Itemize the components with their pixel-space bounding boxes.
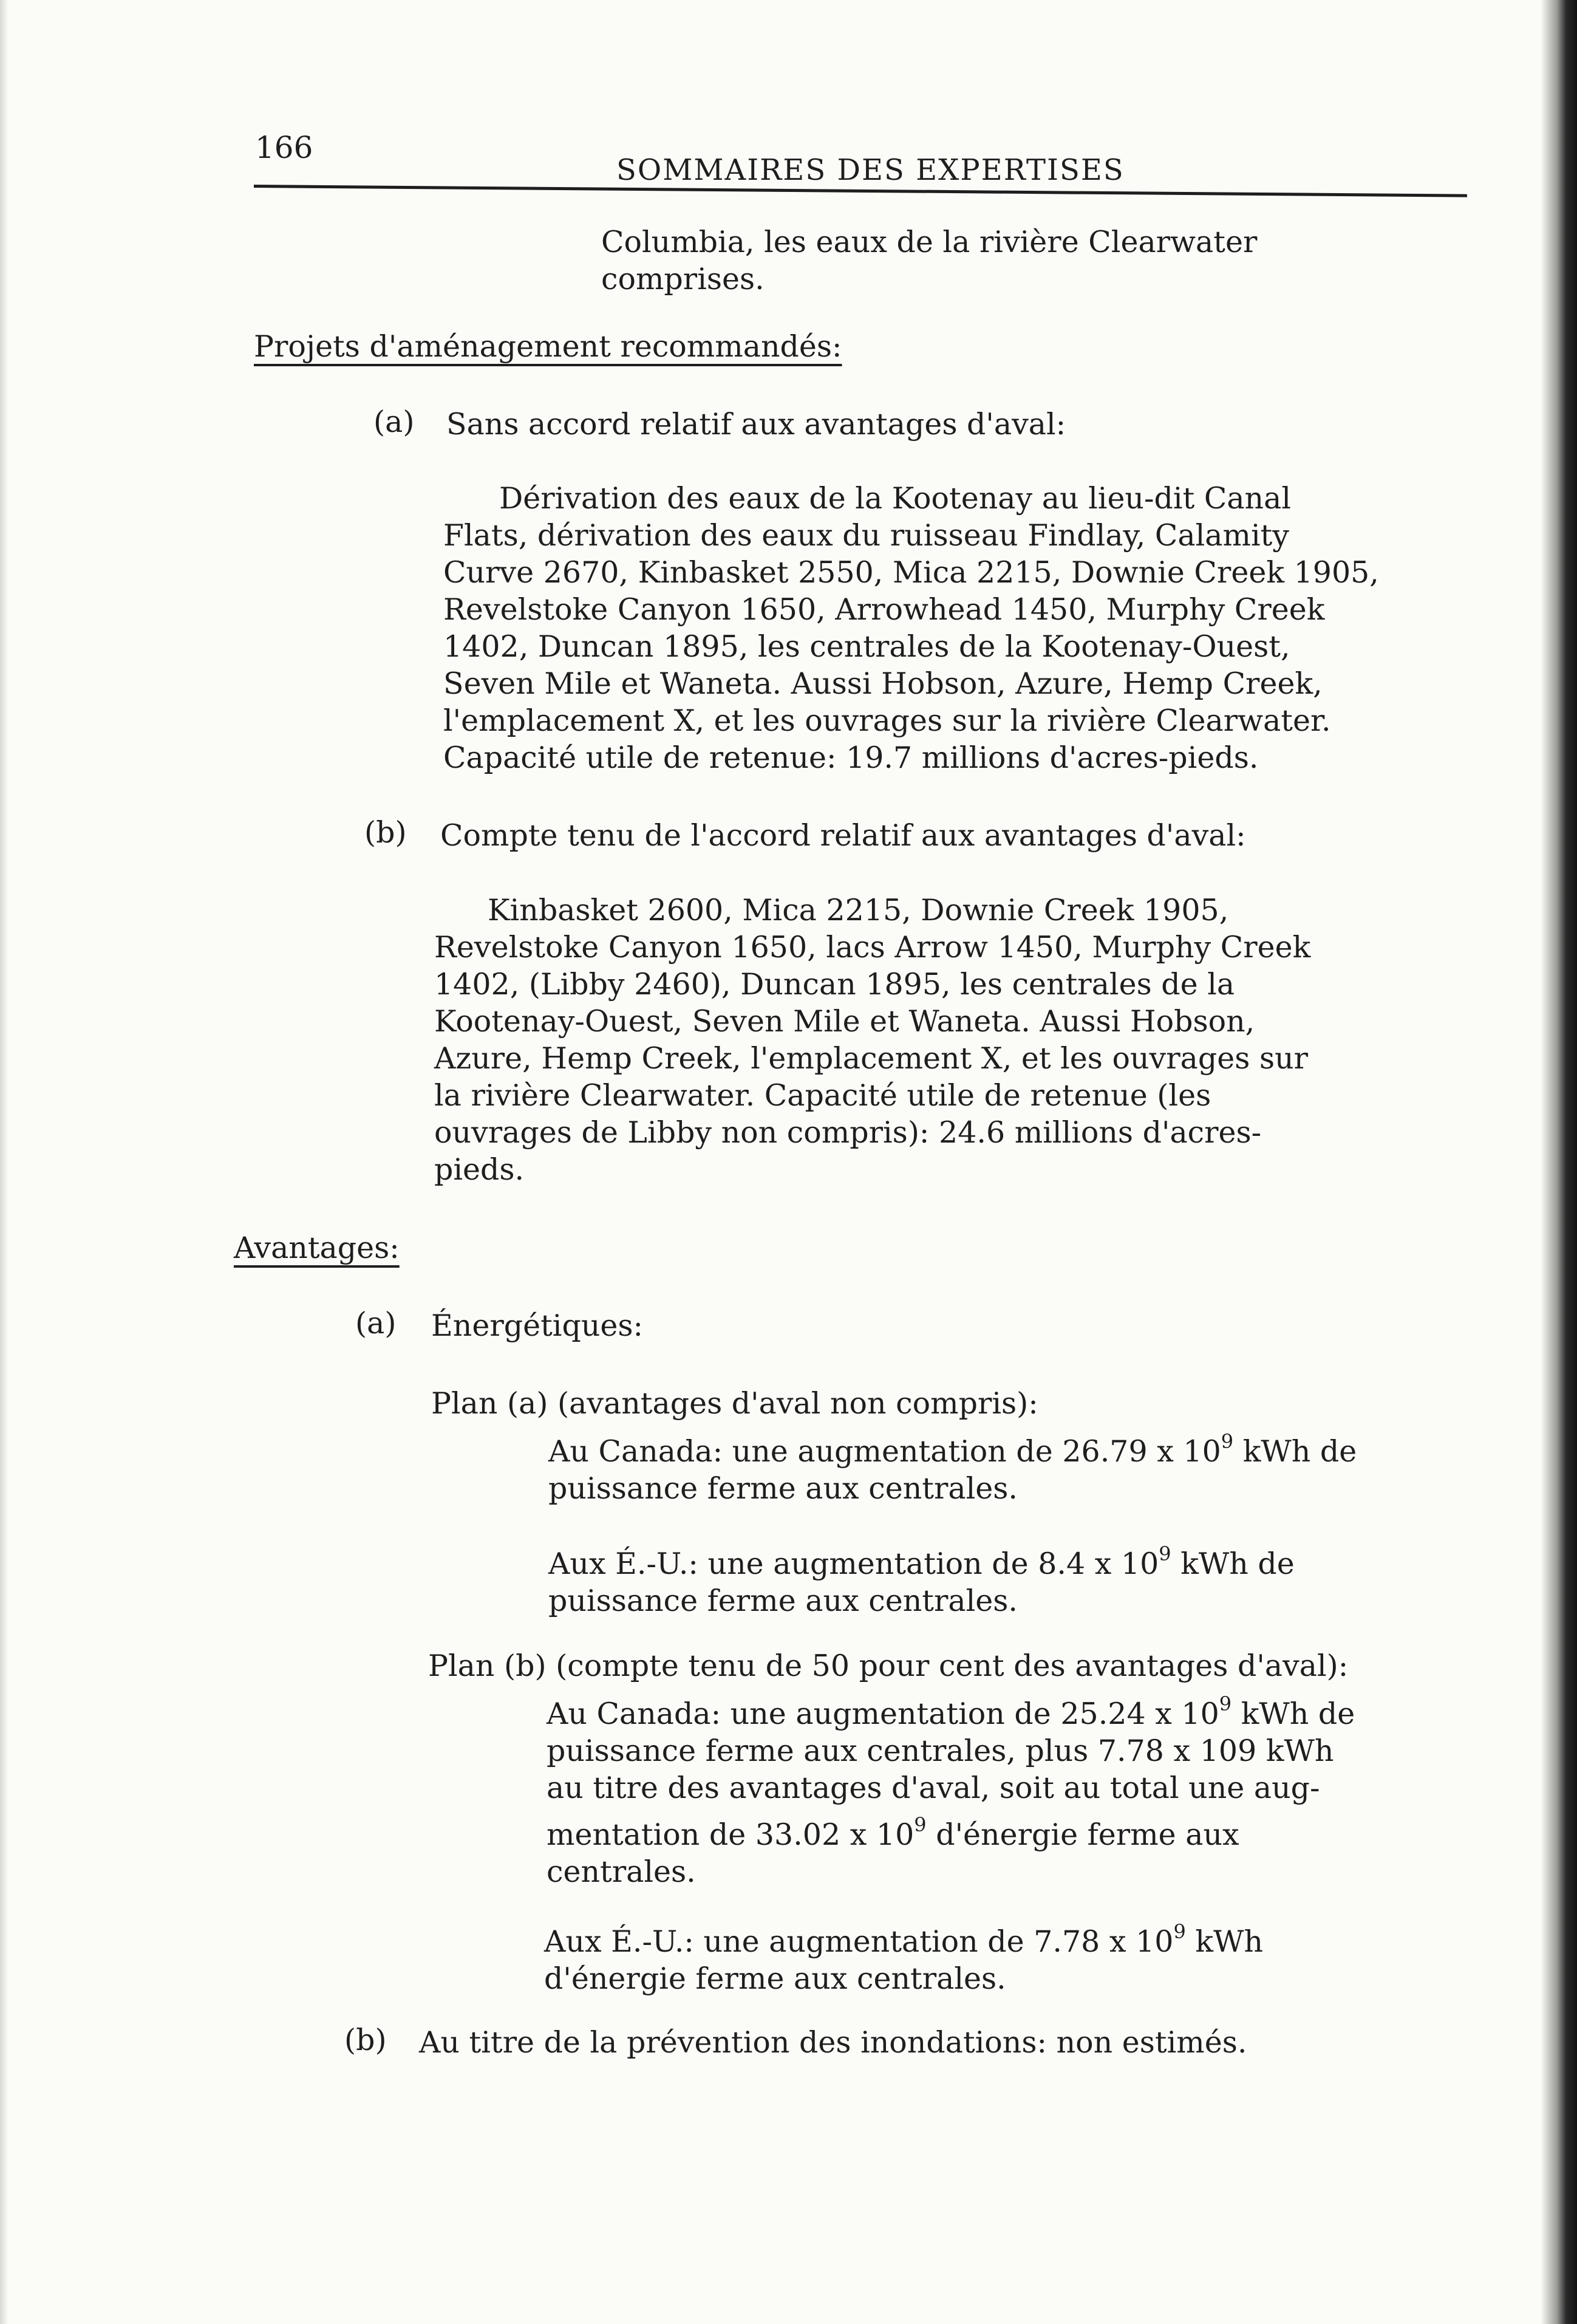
text-run: Aux É.-U.: une augmentation de 8.4 x 10 <box>548 1546 1159 1581</box>
intro-paragraph <box>601 224 1257 298</box>
projet-b-label: Compte tenu de l'accord relatif aux avantages d'aval: <box>440 818 1246 853</box>
scan-edge-left <box>0 0 9 2324</box>
projet-a-line: 1402, Duncan 1895, les centrales de la Kootenay-Ouest, <box>443 629 1290 664</box>
projet-a-line: Dérivation des eaux de la Kootenay au lieu-dit Canal <box>499 481 1292 516</box>
projet-a-label: Sans accord relatif aux avantages d'aval: <box>446 407 1066 442</box>
projet-a-line: Flats, dérivation des eaux du ruisseau Findlay, Calamity <box>443 518 1289 553</box>
plan-a-canada <box>548 1423 1357 1507</box>
avantages-heading: Avantages: <box>234 1231 400 1265</box>
projet-a-line: Revelstoke Canyon 1650, Arrowhead 1450, Murphy Creek <box>443 592 1325 627</box>
exponent: 9 <box>1159 1542 1171 1565</box>
text-run: Au Canada: une augmentation de 25.24 x 10 <box>547 1697 1219 1731</box>
plan-a-title: Plan (a) (avantages d'aval non compris): <box>431 1386 1038 1421</box>
text-run: mentation de 33.02 x 10 <box>547 1817 915 1852</box>
projet-b-line: Kootenay-Ouest, Seven Mile et Waneta. Aussi Hobson, <box>434 1004 1255 1039</box>
text-run: kWh de <box>1233 1434 1357 1469</box>
plan-b-us-line: d'énergie ferme aux centrales. <box>544 1961 1006 1996</box>
projet-a-line: Seven Mile et Waneta. Aussi Hobson, Azure, Hemp Creek, <box>443 666 1323 701</box>
projet-b-line: 1402, (Libby 2460), Duncan 1895, les centrales de la <box>434 967 1235 1002</box>
exponent: 9 <box>1219 1692 1232 1715</box>
text-run: Aux É.-U.: une augmentation de 7.78 x 10 <box>544 1924 1174 1959</box>
plan-b-canada-line <box>547 1806 1355 1853</box>
projet-a-paragraph <box>443 480 1379 776</box>
plan-a-us-line: puissance ferme aux centrales. <box>548 1584 1018 1618</box>
exponent: 9 <box>914 1813 927 1836</box>
avantages-b-label: Au titre de la prévention des inondations: non estimés. <box>419 2025 1247 2060</box>
text-run: kWh de <box>1171 1546 1295 1581</box>
plan-b-canada-line: centrales. <box>547 1854 696 1889</box>
plan-b-us <box>544 1913 1263 1997</box>
plan-a-canada-line <box>548 1423 1357 1470</box>
plan-b-title: Plan (b) (compte tenu de 50 pour cent des avantages d'aval): <box>428 1649 1349 1683</box>
plan-b-us-line <box>544 1913 1263 1960</box>
text-run: d'énergie ferme aux <box>926 1817 1239 1852</box>
projet-a-line: Capacité utile de retenue: 19.7 millions d'acres-pieds. <box>443 740 1259 775</box>
text-run: kWh de <box>1231 1697 1355 1731</box>
plan-b-canada <box>547 1686 1355 1890</box>
projets-heading: Projets d'aménagement recommandés: <box>254 329 842 364</box>
projet-b-marker: (b) <box>364 815 407 850</box>
projet-a-line: l'emplacement X, et les ouvrages sur la rivière Clearwater. <box>443 703 1331 738</box>
scan-edge-right <box>1541 0 1577 2324</box>
exponent: 9 <box>1221 1430 1234 1453</box>
exponent: 9 <box>1173 1920 1186 1943</box>
projet-b-line: Azure, Hemp Creek, l'emplacement X, et les ouvrages sur <box>434 1041 1309 1076</box>
plan-a-us <box>548 1536 1295 1619</box>
plan-b-canada-line: puissance ferme aux centrales, plus 7.78 x 109 kWh <box>547 1734 1334 1768</box>
avantages-a-label: Énergétiques: <box>431 1308 644 1343</box>
projet-a-line: Curve 2670, Kinbasket 2550, Mica 2215, Downie Creek 1905, <box>443 555 1379 590</box>
plan-a-us-line <box>548 1536 1295 1582</box>
projet-b-line: pieds. <box>434 1152 525 1187</box>
projet-b-line: ouvrages de Libby non compris): 24.6 millions d'acres- <box>434 1115 1262 1150</box>
intro-line: comprises. <box>601 262 765 296</box>
running-title: SOMMAIRES DES EXPERTISES <box>616 153 1125 187</box>
projet-b-line: Kinbasket 2600, Mica 2215, Downie Creek 1905, <box>488 893 1229 928</box>
projet-b-line: Revelstoke Canyon 1650, lacs Arrow 1450, Murphy Creek <box>434 930 1311 965</box>
text-run: kWh <box>1185 1924 1264 1959</box>
projet-b-paragraph <box>434 892 1310 1188</box>
text-run: Au Canada: une augmentation de 26.79 x 10 <box>548 1434 1221 1469</box>
page-number: 166 <box>255 130 313 165</box>
projet-a-marker: (a) <box>373 405 415 439</box>
projet-b-line: la rivière Clearwater. Capacité utile de retenue (les <box>434 1078 1211 1113</box>
intro-line: Columbia, les eaux de la rivière Clearwater <box>601 225 1258 259</box>
plan-b-canada-line: au titre des avantages d'aval, soit au total une aug- <box>547 1771 1320 1805</box>
plan-b-canada-line <box>547 1686 1355 1732</box>
plan-a-canada-line: puissance ferme aux centrales. <box>548 1471 1018 1506</box>
avantages-a-marker: (a) <box>355 1306 397 1341</box>
avantages-b-marker: (b) <box>344 2023 387 2057</box>
